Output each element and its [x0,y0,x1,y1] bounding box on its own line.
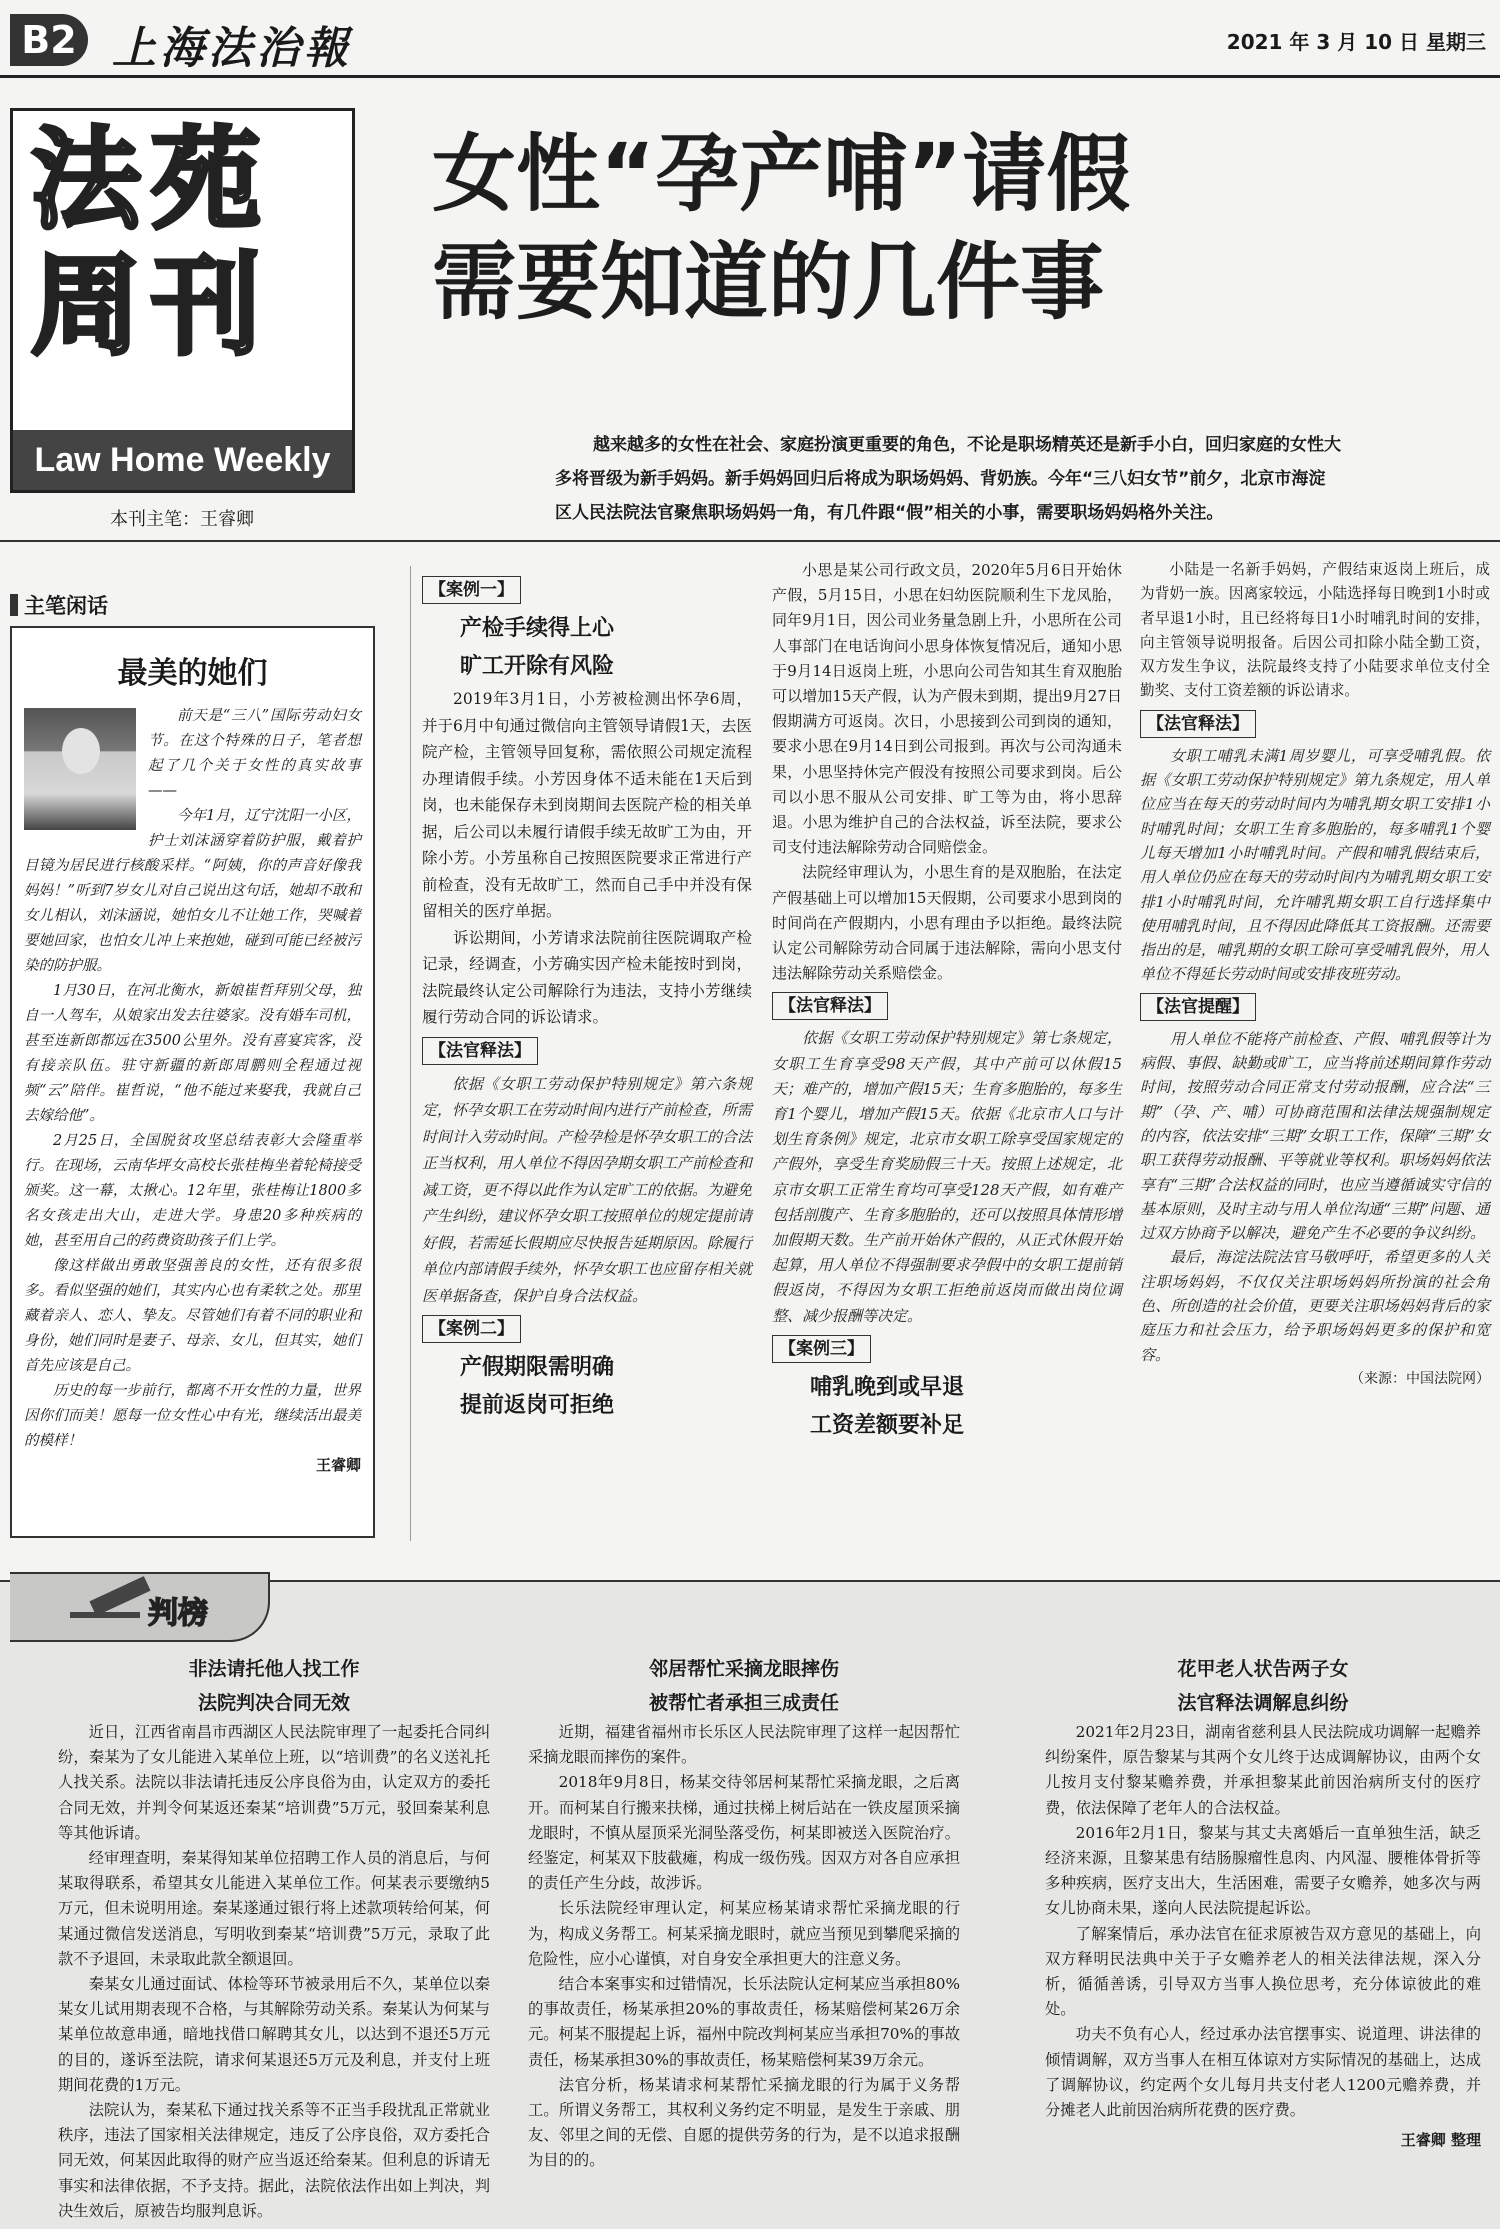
portrait-face [62,728,100,774]
newspaper-name: 上海法治報 [112,23,352,74]
judge-reminder-tag: 【法官提醒】 [1140,993,1256,1021]
divider [0,540,1500,542]
band-article-paragraph: 长乐法院经审理认定，柯某应杨某请求帮忙采摘龙眼的行为，构成义务帮工。柯某采摘龙眼时，就应当预见到攀爬采摘的危险性，应小心谨慎，对自身安全承担更大的注意义务。 [528,1899,960,1968]
lead-line: 区人民法院法官聚焦职场妈妈一角，有几件跟“假”相关的小事，需要职场妈妈格外关注。 [555,503,1224,523]
case-1-subtitle: 旷工开除有风险 [460,654,615,679]
case-3-paragraph: 小陆是一名新手妈妈，产假结束返岗上班后，成为背奶一族。因离家较远，小陆选择每日晚到1小时或者早退1小时，且已经将每日1小时哺乳时间的安排，向主管领导说明报备。后因公司扣除小陆全勤工资，双方发生争议，法院最终支持了小陆要求单位支付全勤奖、支付工资差额的诉讼请求。 [1140,561,1490,700]
band-article-2-title: 邻居帮忙采摘龙眼摔伤 [648,1658,839,1680]
page-number: B2 [10,14,88,66]
band-article-paragraph: 近日，江西省南昌市西湖区人民法院审理了一起委托合同纠纷，秦某为了女儿能进入某单位上班，以“培训费”的名义送礼托人找关系。法院以非法请托违反公序良俗为由，认定双方的委托合同无效，并判令何某返还秦某“培训费”5万元，驳回秦某利息等其他诉请。 [58,1723,490,1842]
case-2-paragraph: 法院经审理认为，小思生育的是双胞胎，在法定产假基础上可以增加15天假期，公司要求小思到岗的时间尚在产假期内，小思有理由予以拒绝。最终法院认定公司解除劳动合同属于违法解除，需向小思支付违法解除劳动关系赔偿金。 [772,863,1122,983]
essay-paragraph: 像这样做出勇敢坚强善良的女性，还有很多很多。看似坚强的她们，其实内心也有柔软之处。那里藏着亲人、恋人、挚友。尽管她们有着不同的职业和身份，她们同时是妻子、母亲、女儿，但其实，她们首先应该是自己。 [24,1258,361,1374]
headline [432,120,1130,336]
band-article-paragraph: 2021年2月23日，湖南省慈利县人民法院成功调解一起赡养纠纷案件，原告黎某与其两个女儿终于达成调解协议，由两个女儿按月支付黎某赡养费，并承担黎某此前因治病所支付的医疗费，依法保障了老年人的合法权益。 [1045,1723,1481,1817]
band-article-3-subtitle: 法官释法调解息纠纷 [1177,1692,1349,1714]
essay-column-label-text: 主笔闲话 [24,594,108,618]
case-3-interpretation: 女职工哺乳未满1周岁婴儿，可享受哺乳假。依据《女职工劳动保护特别规定》第九条规定，用人单位应当在每天的劳动时间内为哺乳期女职工安排1小时哺乳时间；女职工生育多胞胎的，每多哺乳1个婴儿每天增加1小时哺乳时间。产假和哺乳假结束后，用人单位仍应在每天的劳动时间内为哺乳期女职工安排1小时哺乳时间，允许哺乳期女职工自行选择集中使用哺乳时间，且不得因此降低其工资报酬。还需要指出的是，哺乳期的女职工除可享受哺乳假外，用人单位不得延长劳动时间或安排夜班劳动。 [1140,746,1490,984]
section-brand [10,108,355,493]
band-label-text: 判榜 [148,1596,208,1631]
band-article-2-subtitle: 被帮忙者承担三成责任 [648,1692,839,1714]
article-column-1 [422,570,752,1425]
case-2-interpretation: 依据《女职工劳动保护特别规定》第七条规定，女职工生育享受98天产假，其中产前可以休假15天；难产的，增加产假15天；生育多胞胎的，每多生育1个婴儿，增加产假15天。依据《北京市人口与计划生育条例》规定，北京市女职工除享受国家规定的产假外，享受生育奖励假三十天。按照上述规定，北京市女职工正常生育均可享受128天产假，如有难产包括剖腹产、生育多胞胎的，还可以按照具体情形增加假期天数。生产前开始休产假的，从正式休假开始起算，用人单位不得强制要求孕假中的女职工提前销假返岗，不得因为女职工拒绝前返岗而做出岗位调整、减少报酬等决定。 [772,1029,1122,1325]
issue-date: 2021 年 3 月 10 日 星期三 [1226,30,1486,54]
case-2-interp-tag: 【法官释法】 [772,992,888,1020]
band-article-paragraph: 法官分析，杨某请求柯某帮忙采摘龙眼的行为属于义务帮工。所谓义务帮工，其权利义务约定不明显，是发生于亲戚、朋友、邻里之间的无偿、自愿的提供劳务的行为，是不以追求报酬为目的的。 [528,2075,960,2170]
column-divider [410,566,411,1541]
case-3-interp-tag: 【法官释法】 [1140,710,1256,738]
case-1-title: 产检手续得上心 [460,616,615,641]
band-article-1 [58,1652,490,2224]
masthead [0,0,1500,78]
lead-paragraph [555,428,1385,530]
essay-title: 最美的她们 [117,656,268,691]
judge-reminder-paragraph: 用人单位不能将产前检查、产假、哺乳假等计为病假、事假、缺勤或旷工，应当将前述期间算作劳动时间，按照劳动合同正常支付劳动报酬，应合法“三期”（孕、产、哺）可协商范围和法律法规强制规定的内容，依法安排“三期”女职工工作，保障“三期”女职工获得劳动报酬、平等就业等权利。职场妈妈依法享有“三期”合法权益的同时，也应当遵循诚实守信的基本原则，及时主动与用人单位沟通“三期”问题、通过双方协商予以解决，避免产生不必要的争议纠纷。 [1140,1029,1490,1243]
band-article-3-title: 花甲老人状告两子女 [1177,1658,1349,1680]
square-icon [10,594,18,616]
band-article-1-title: 非法请托他人找工作 [188,1658,360,1680]
case-3-title: 哺乳晚到或早退 [810,1374,965,1400]
case-2-tag: 【案例二】 [422,1315,521,1343]
essay-paragraph: 1月30日，在河北衡水，新娘崔哲拜别父母，独自一人驾车，从娘家出发去往婆家。没有婚车司机，甚至连新郎都远在3500公里外。没有喜宴宾客，没有接亲队伍。驻守新疆的新郎周鹏则全程通过视频“云”陪伴。崔哲说，“他不能过来娶我，我就自己去嫁给他”。 [24,983,361,1124]
article-column-2 [772,558,1122,1445]
band-article-paragraph: 秦某女儿通过面试、体检等环节被录用后不久，某单位以秦某女儿试用期表现不合格，与其解除劳动关系。秦某认为何某与某单位故意串通，暗地找借口解聘其女儿，以达到不退还5万元的目的，遂诉至法院，请求何某退还5万元及利息，并支付上班期间花费的1万元。 [58,1975,490,2094]
gavel-icon [89,1576,150,1616]
essay-paragraph: 历史的每一步前行，都离不开女性的力量，世界因你们而美！愿每一位女性心中有光，继续活出最美的模样！ [24,1383,361,1449]
source-note: （来源：中国法院网） [1350,1370,1490,1387]
band-label [10,1572,270,1642]
case-1-tag: 【案例一】 [422,576,521,604]
lead-line: 越来越多的女性在社会、家庭扮演更重要的角色，不论是职场精英还是新手小白，回归家庭的女性大 [593,435,1341,455]
band-article-paragraph: 经审理查明，秦某得知某单位招聘工作人员的消息后，与何某取得联系，希望其女儿能进入某单位工作。何某表示要缴纳5万元，但未说明用途。秦某遂通过银行将上述款项转给何某，何某通过微信发送消息，写明收到秦某“培训费”5万元，录取了此款不予退回，未录取此款全额退回。 [58,1849,490,1968]
band-article-1-subtitle: 法院判决合同无效 [197,1692,350,1714]
brand-line-1: 法苑 [31,116,271,244]
case-3-tag: 【案例三】 [772,1335,871,1363]
band-article-paragraph: 了解案情后，承办法官在征求原被告双方意见的基础上，向双方释明民法典中关于子女赡养老人的相关法律法规，深入分析，循循善诱，引导双方当事人换位思考，充分体谅彼此的难处。 [1045,1924,1481,2019]
brand-line-2: 周刊 [31,242,271,370]
band-article-3 [1045,1652,1481,2150]
band-article-paragraph: 功夫不负有心人，经过承办法官摆事实、说道理、讲法律的倾情调解，双方当事人在相互体谅对方实际情况的基础上，达成了调解协议，约定两个女儿每月共支付老人1200元赡养费，并分摊老人此前因治病所花费的医疗费。 [1045,2025,1481,2120]
band-signature: 王睿卿 整理 [1400,2131,1481,2150]
essay-box [10,626,375,1538]
essay-paragraph: 2月25日，全国脱贫攻坚总结表彰大会隆重举行。在现场，云南华坪女高校长张桂梅坐着轮椅接受颁奖。这一幕，太揪心。12年里，张桂梅让1800多名女孩走出大山，走进大学。身患20多种疾病的她，甚至用自己的药费资助孩子们上学。 [24,1133,361,1249]
case-1-paragraph: 诉讼期间，小芳请求法院前往医院调取产检记录，经调查，小芳确实因产检未能按时到岗，法院最终认定公司解除行为违法，支持小芳继续履行劳动合同的诉讼请求。 [422,928,752,1026]
case-1-interpretation: 依据《女职工劳动保护特别规定》第六条规定，怀孕女职工在劳动时间内进行产前检查，所需时间计入劳动时间。产检孕检是怀孕女职工的合法正当权利，用人单位不得因孕期女职工产前检查和减工资，更不得以此作为认定旷工的依据。为避免产生纠纷，建议怀孕女职工按照单位的规定提前请好假，若需延长假期应尽快报告延期原因。除履行单位内部请假手续外，怀孕女职工也应留存相关就医单据备查，保护自身合法权益。 [422,1074,753,1305]
essay-paragraph: 前天是“三八”国际劳动妇女节。在这个特殊的日子，笔者想起了几个关于女性的真实故事—— [148,708,361,799]
case-1-paragraph: 2019年3月1日，小芳被检测出怀孕6周，并于6月中旬通过微信向主管领导请假1天，去医院产检，主管领导回复称，需依照公司规定流程办理请假手续。小芳因身体不适未能在1天后到岗，也未能保存未到岗期间去医院产检的相关单据，后公司以未履行请假手续无故旷工为由，开除小芳。小芳虽称自己按照医院要求正常进行产前检查，没有无故旷工，然而自己手中并没有保留相关的医疗单据。 [422,690,752,920]
headline-line-1: 女性“孕产哺”请假 [432,125,1131,223]
headline-line-2: 需要知道的几件事 [432,233,1105,331]
chief-editor: 本刊主笔：王睿卿 [110,509,254,530]
band-article-paragraph: 法院认为，秦某私下通过找关系等不正当手段扰乱正常就业秩序，违法了国家相关法律规定，违反了公序良俗，双方委托合同无效，何某因此取得的财产应当返还给秦某。但利息的诉请无事实和法律依据，不予支持。据此，法院依法作出如上判决，判决生效后，原被告均服判息诉。 [58,2101,490,2220]
case-3-subtitle: 工资差额要补足 [810,1412,965,1438]
case-2-title: 产假期限需明确 [460,1355,615,1380]
gavel-base-icon [70,1612,140,1618]
essay-paragraph: 今年1月，辽宁沈阳一小区，护士刘沫涵穿着防护服，戴着护目镜为居民进行核酸采样。“阿姨，你的声音好像我妈妈！”听到7岁女儿对自己说出这句话，她却不敢和女儿相认，刘沫涵说，她怕女儿不让她工作，哭喊着要她回家，也怕女儿冲上来抱她，碰到可能已经被污染的防护服。 [24,808,361,974]
brand-english: Law Home Weekly [13,430,352,490]
article-column-3 [1140,558,1490,1391]
judge-reminder-paragraph: 最后，海淀法院法官马敬呼吁，希望更多的人关注职场妈妈，不仅仅关注职场妈妈所扮演的社会角色、所创造的社会价值，更要关注职场妈妈背后的家庭压力和社会压力，给予职场妈妈更多的保护和宽容。 [1140,1248,1490,1364]
band-article-paragraph: 2018年9月8日，杨某交待邻居柯某帮忙采摘龙眼，之后离开。而柯某自行搬来扶梯，通过扶梯上树后站在一铁皮屋顶采摘龙眼时，不慎从屋顶采光洞坠落受伤，柯某即被送入医院治疗。经鉴定，柯某双下肢截瘫，构成一级伤残。因双方对各自应承担的责任产生分歧，故涉诉。 [528,1773,960,1893]
band-article-paragraph: 结合本案事实和过错情况，长乐法院认定柯某应当承担80%的事故责任，杨某承担20%的事故责任，杨某赔偿柯某26万余元。柯某不服提起上诉，福州中院改判柯某应当承担70%的事故责任，杨某承担30%的事故责任，杨某赔偿柯某39万余元。 [528,1975,960,2069]
case-1-interp-tag: 【法官释法】 [422,1037,538,1065]
case-2-paragraph: 小思是某公司行政文员，2020年5月6日开始休产假，5月15日，小思在妇幼医院顺利生下龙凤胎，同年9月1日，因公司业务量急剧上升，小思所在公司人事部门在电话询问小思身体恢复情况后，通知小思于9月14日返岗上班，小思向公司告知其生育双胞胎可以增加15天产假，认为产假未到期，提出9月27日假期满方可返岗。次日，小思接到公司到岗的通知，要求小思在9月14日到公司报到。再次与公司沟通未果，小思坚持休完产假没有按照公司要求到岗。后公司以小思不服从公司安排、旷工等为由，将小思辞退。小思为维护自己的合法权益，诉至法院，要求公司支付违法解除劳动合同赔偿金。 [772,561,1122,857]
author-photo [24,708,136,830]
band-article-paragraph: 近期，福建省福州市长乐区人民法院审理了这样一起因帮忙采摘龙眼而摔伤的案件。 [528,1723,960,1767]
case-2-subtitle: 提前返岗可拒绝 [460,1393,615,1418]
essay-column-label [10,590,108,620]
lead-line: 多将晋级为新手妈妈。新手妈妈回归后将成为职场妈妈、背奶族。今年“三八妇女节”前夕，北京市海淀 [555,469,1326,489]
band-article-2 [528,1652,960,2174]
band-article-paragraph: 2016年2月1日，黎某与其丈夫离婚后一直单独生活，缺乏经济来源，且黎某患有结肠腺瘤性息肉、内风湿、腰椎体骨折等多种疾病，医疗支出大，生活困难，需要子女赡养，她多次与两女儿协商未果，遂向人民法院提起诉讼。 [1045,1823,1481,1918]
essay-signature: 王睿卿 [315,1456,361,1474]
